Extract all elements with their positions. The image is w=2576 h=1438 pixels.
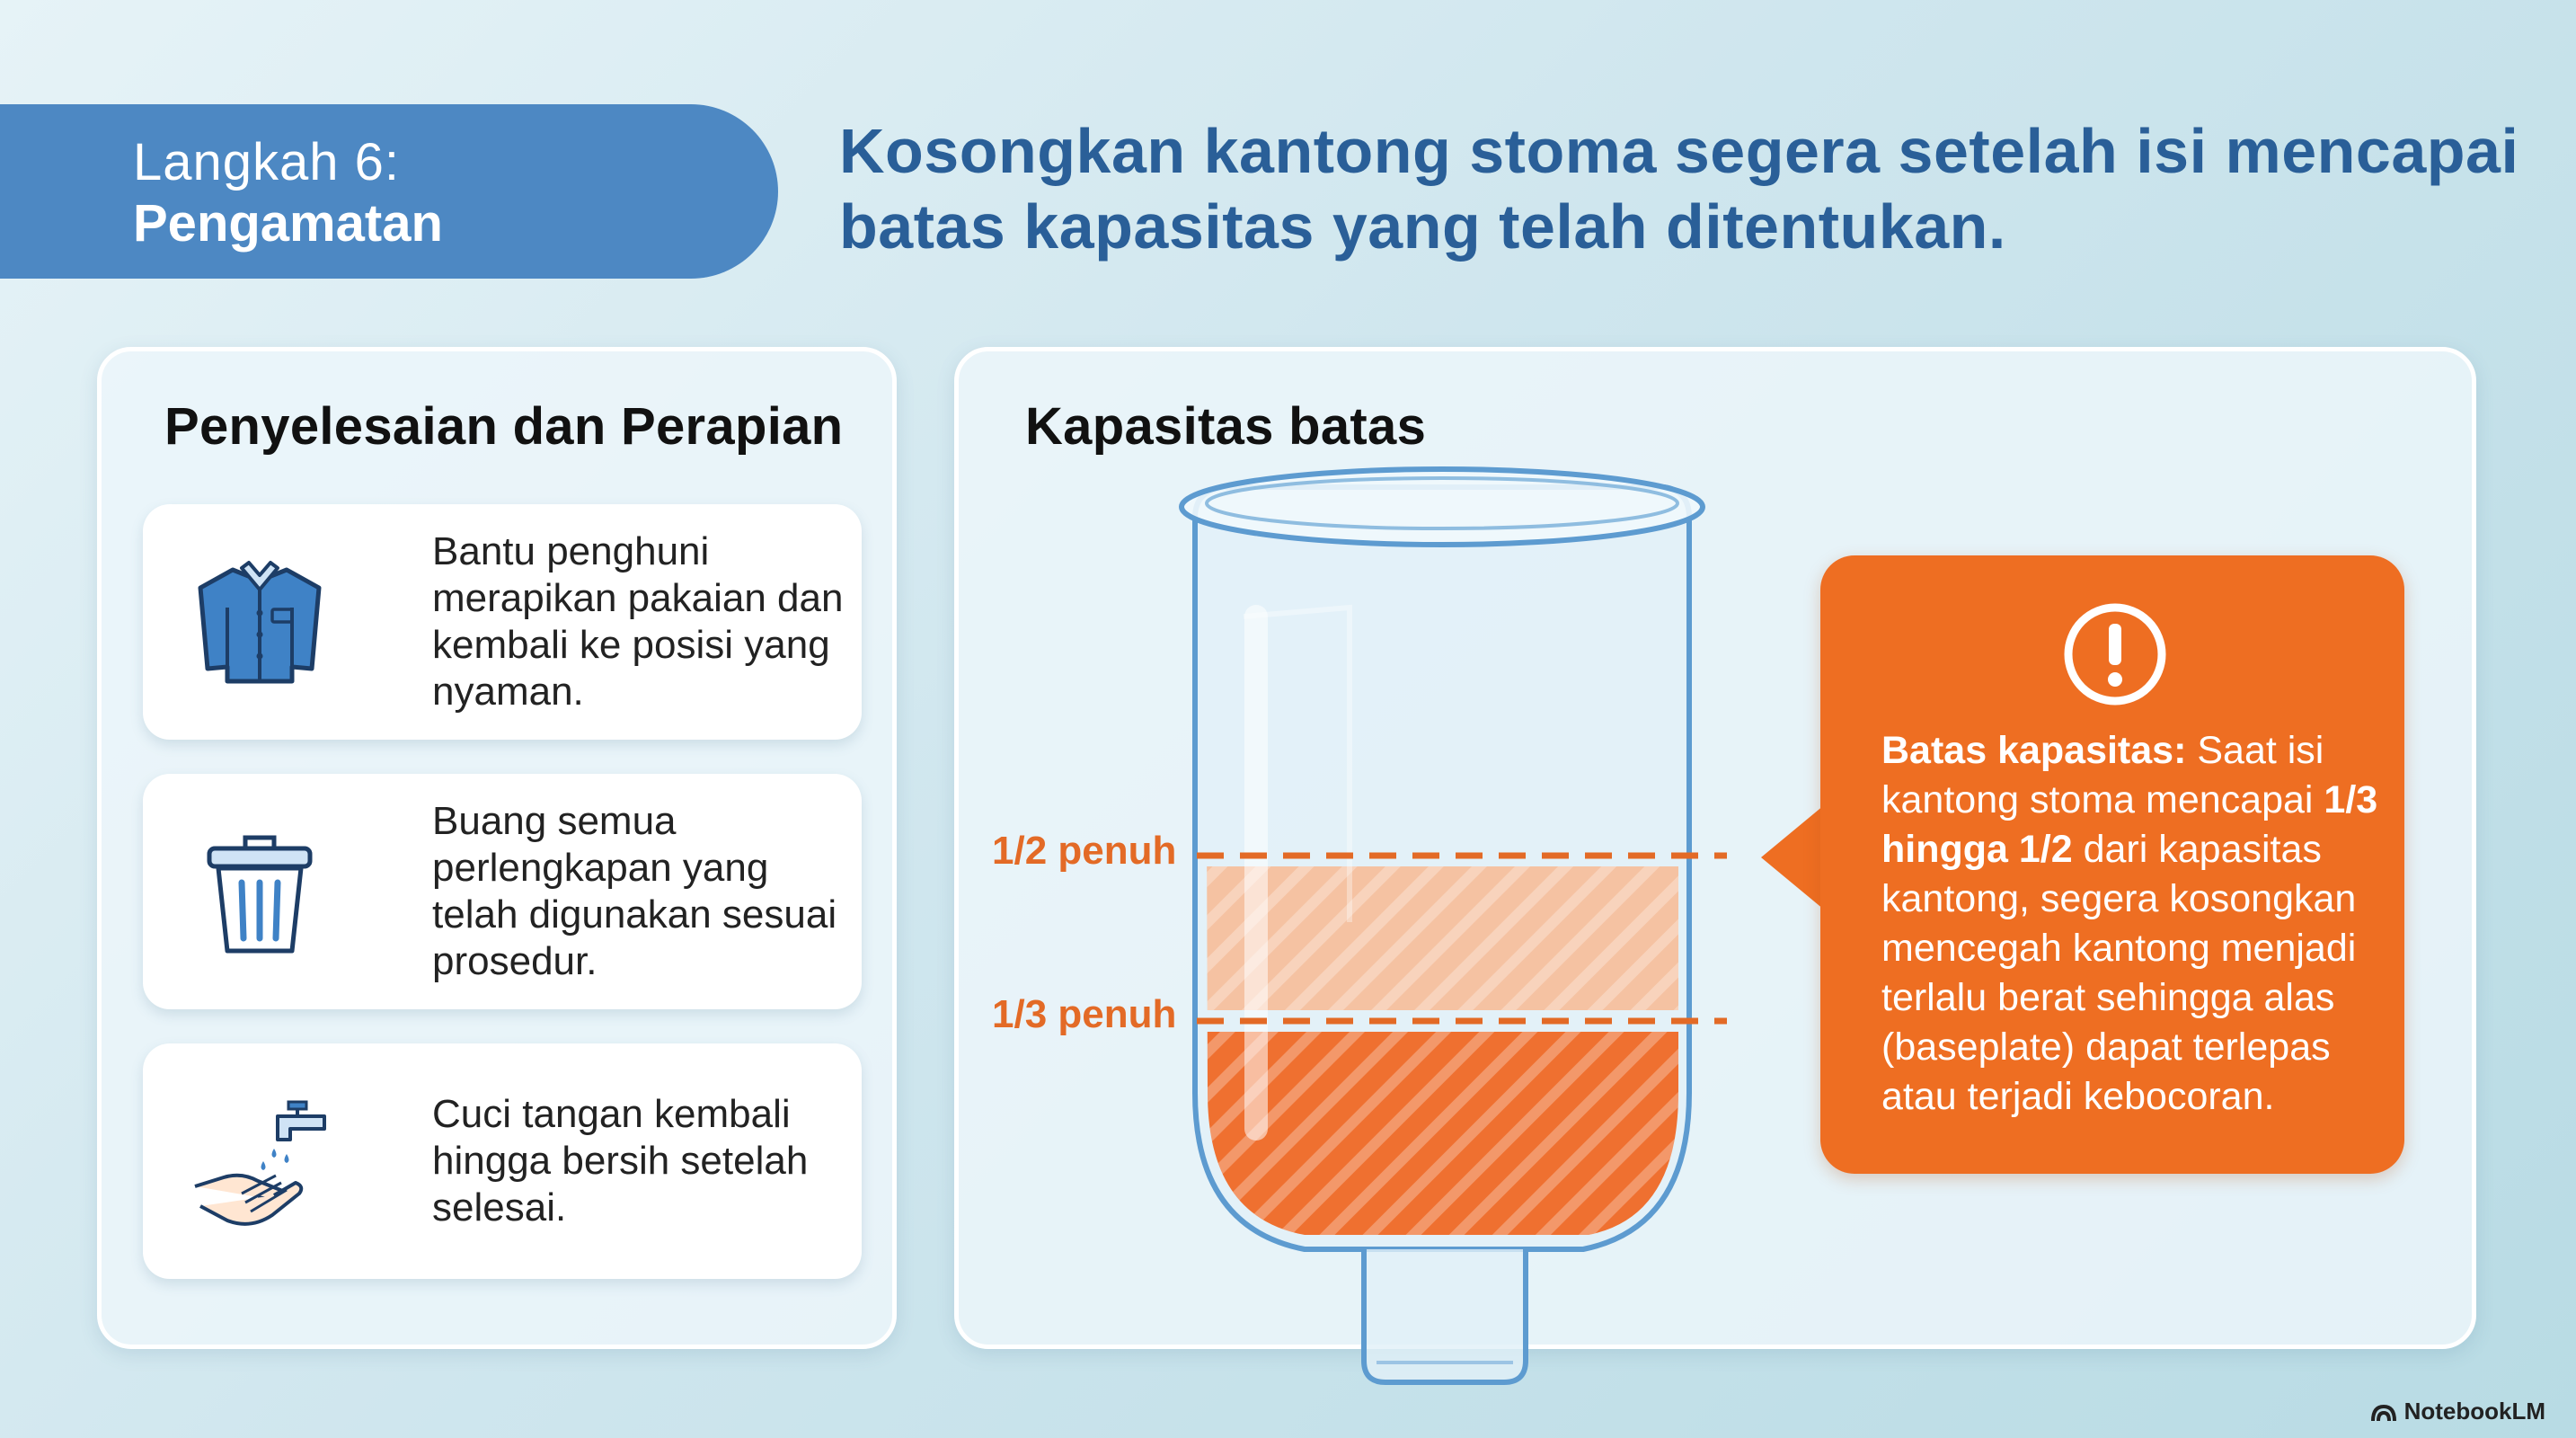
brand-name: NotebookLM — [2403, 1398, 2545, 1425]
shirt-icon — [188, 550, 332, 694]
completion-panel — [97, 347, 897, 1349]
capacity-warning-text: Batas kapasitas: Saat isi kantong stoma mencapai 1/3 hingga 1/2 dari kapasitas kantong, segera kosongkan mencegah kantong menjadi terlalu berat sehingga alas (baseplate) dapat terlepas atau terjadi kebocoran. — [1881, 729, 2378, 1118]
hand-washing-icon — [188, 1089, 332, 1233]
brand-mark — [2370, 1398, 2545, 1425]
capacity-panel-title: Kapasitas batas — [1025, 397, 1427, 456]
step-number: Langkah 6: — [133, 133, 401, 191]
step-title: Pengamatan — [133, 194, 443, 253]
instruction-card-clothing — [143, 504, 862, 740]
capacity-warning-label: Batas kapasitas: — [1881, 729, 2187, 772]
instruction-card-disposal — [143, 774, 862, 1009]
completion-panel-title: Penyelesaian dan Perapian — [164, 397, 844, 456]
exclamation-icon — [2061, 600, 2169, 708]
callout-pointer — [1761, 805, 1824, 910]
half-full-label: 1/2 penuh — [992, 829, 1177, 873]
capacity-warning-callout — [1820, 555, 2404, 1174]
instruction-card-handwash — [143, 1043, 862, 1279]
container-rim — [1182, 469, 1703, 545]
instruction-text: Cuci tangan kembali hingga bersih setelah selesai. — [432, 1092, 809, 1229]
instruction-text: Buang semua perlengkapan yang telah digunakan sesuai prosedur. — [432, 799, 837, 983]
trash-bin-icon — [188, 820, 332, 963]
page-headline: Kosongkan kantong stoma segera setelah isi mencapai batas kapasitas yang telah ditentukan. — [839, 116, 2519, 262]
step-banner — [0, 104, 778, 279]
notebooklm-logo-icon — [2370, 1403, 2397, 1423]
instruction-text: Bantu penghuni merapikan pakaian dan kembali ke posisi yang nyaman. — [432, 529, 844, 714]
third-full-label: 1/3 penuh — [992, 992, 1177, 1036]
